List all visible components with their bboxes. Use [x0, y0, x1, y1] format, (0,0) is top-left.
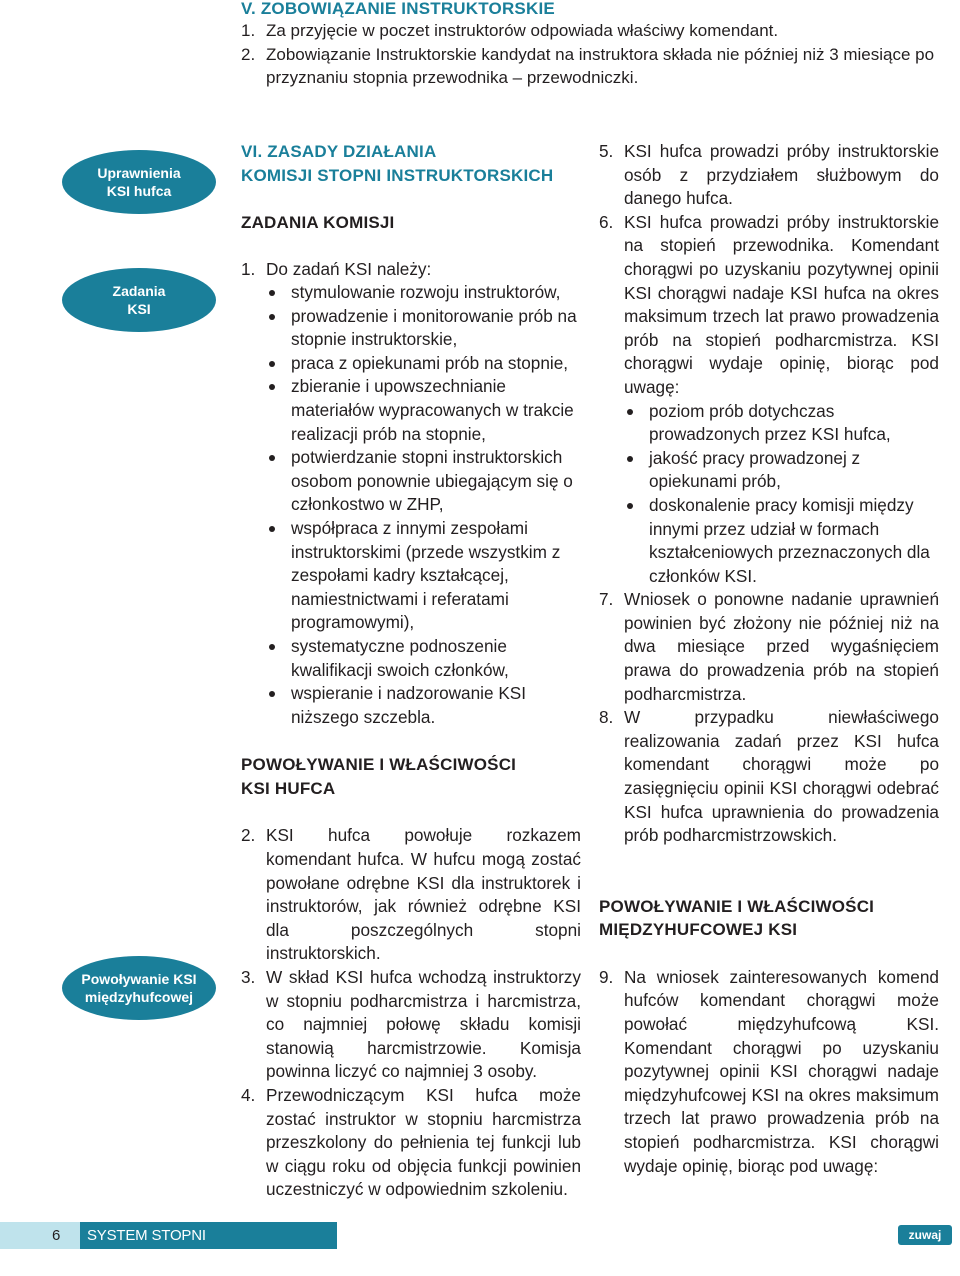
- list-item: zbieranie i upowszechnianie materiałów wypracowanych w trakcie realizacji prób na stopnie,: [266, 375, 581, 446]
- oval-powolywanie: Powoływanie KSI międzyhufcowej: [62, 956, 216, 1020]
- oval-uprawnienia: Uprawnienia KSI hufca: [62, 150, 216, 214]
- footer-title: SYSTEM STOPNI INSTRUKTORSKICH: [80, 1222, 337, 1249]
- list-item: 5. KSI hufca prowadzi próby instruktorskie osób z przydziałem służbowym do danego hufca.: [599, 141, 939, 209]
- list-item: 2. Zobowiązanie Instruktorskie kandydat na instruktora składa nie później niż 3 miesiące po przyznaniu stopnia przewodnika – przewodniczki.: [241, 44, 935, 87]
- logo-text: zuwaj: [908, 1228, 942, 1242]
- list-item: 4. Przewodniczącym KSI hufca może zostać instruktor w stopniu harcmistrza przeszkolony do pełnienia tej funkcji lub w ciągu roku od objęcia funkcji powinien uczestniczyć w odpowiednim szkoleniu.: [241, 1084, 581, 1200]
- oval-zadania: Zadania KSI: [62, 268, 216, 332]
- list-item: 9. Na wniosek zainteresowanych komend hufców komendant chorągwi może powołać międzyhufcową KSI. Komendant chorągwi po uzyskaniu pozytywnej opinii KSI chorągwi nadaje międzyhufcowej KSI na okres maksimum trzech lat prawo prowadzenia prób na stopień podharcmistrza. KSI chorągwi wydaje opinię, biorąc pod uwagę:: [599, 966, 939, 1176]
- list-item: 1. Do zadań KSI należy:: [241, 258, 432, 279]
- section-vi-heading: VI. ZASADY DZIAŁANIA KOMISJI STOPNI INSTRUKTORSKICH: [241, 142, 554, 185]
- subheading-zadania: ZADANIA KOMISJI: [241, 213, 395, 232]
- section-v-heading: V. ZOBOWIĄZANIE INSTRUKTORSKIE: [241, 0, 555, 18]
- list-item: praca z opiekunami prób na stopnie,: [266, 352, 581, 376]
- list-item: 1. Za przyjęcie w poczet instruktorów odpowiada właściwy komendant.: [241, 21, 779, 40]
- section-v: [241, 0, 941, 90]
- zhp-logo: [898, 1225, 952, 1245]
- subheading-powolywanie-ksi-hufca: POWOŁYWANIE I WŁAŚCIWOŚCI KSI HUFCA: [241, 755, 517, 798]
- opinion-bullet-list: [599, 400, 939, 589]
- list-item: współpraca z innymi zespołami instruktorskimi (przede wszystkim z zespołami kadry kształcącej, namiestnictwami i referatami programowymi),: [266, 517, 581, 635]
- task-bullet-list: [241, 281, 581, 729]
- subheading-powolywanie-miedzyhufcowej: POWOŁYWANIE I WŁAŚCIWOŚCI MIĘDZYHUFCOWEJ KSI: [599, 896, 875, 940]
- list-item: 7. Wniosek o ponowne nadanie uprawnień powinien być złożony nie później niż na dwa miesiące przed wygaśnięciem prawa do prowadzenia prób na stopień podharcmistrza.: [599, 589, 939, 704]
- list-item: 8. W przypadku niewłaściwego realizowania zadań przez KSI hufca komendant chorągwi może po zasięgnięciu opinii KSI chorągwi odebrać KSI hufca uprawnienia do prowadzenia prób podharcmistrzowskich.: [599, 707, 939, 846]
- list-item: potwierdzanie stopni instruktorskich osobom ponownie ubiegającym się o członkostwo w ZHP,: [266, 446, 581, 517]
- middle-column: [241, 140, 581, 1202]
- right-column: [599, 140, 939, 1178]
- list-item: jakość pracy prowadzonej z opiekunami prób,: [624, 447, 939, 494]
- list-item: wspieranie i nadzorowanie KSI niższego szczebla.: [266, 682, 581, 729]
- list-item: poziom prób dotychczas prowadzonych przez KSI hufca,: [624, 400, 939, 447]
- list-item: doskonalenie pracy komisji między innymi przez udział w formach kształceniowych przeznaczonych dla członków KSI.: [624, 494, 939, 588]
- list-item: stymulowanie rozwoju instruktorów,: [266, 281, 581, 305]
- section-v-list: [241, 19, 941, 90]
- list-item: 3. W skład KSI hufca wchodzą instruktorzy w stopniu podharcmistrza i harcmistrza, co najmniej połowę składu komisji stanowią harcmistrzowie. Komisja powinna liczyć co najmniej 3 osoby.: [241, 966, 581, 1082]
- list-item: 6. KSI hufca prowadzi próby instruktorskie na stopień przewodnika. Komendant chorągwi po uzyskaniu pozytywnej opinii KSI chorągwi nadaje KSI hufca na okres maksimum trzech lat prawo prowadzenia prób na stopień podharcmistrza. KSI chorągwi wydaje opinię, biorąc pod uwagę:: [599, 211, 939, 397]
- list-item: 2. KSI hufca powołuje rozkazem komendant hufca. W hufcu mogą zostać powołane odrębne KSI dla instruktorek i instruktorów, jak również odrębne KSI dla poszczególnych stopni instruktorskich.: [241, 825, 581, 964]
- list-item: prowadzenie i monitorowanie prób na stopnie instruktorskie,: [266, 305, 581, 352]
- list-item: systematyczne podnoszenie kwalifikacji swoich członków,: [266, 635, 581, 682]
- page-number: 6: [52, 1227, 61, 1244]
